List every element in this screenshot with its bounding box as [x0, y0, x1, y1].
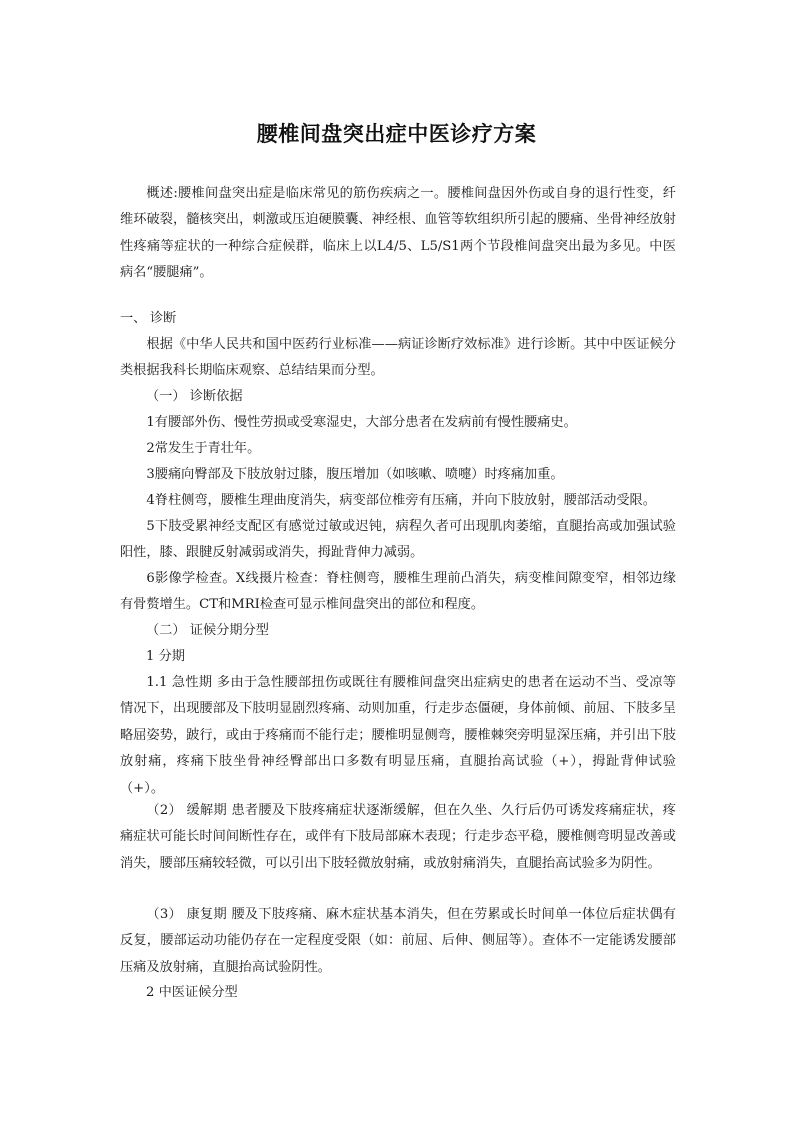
- diagnostic-item-4: 4脊柱侧弯，腰椎生理曲度消失，病变部位椎旁有压痛，并向下肢放射，腰部活动受限。: [146, 493, 656, 508]
- stage-recovery: （3） 康复期 腰及下肢疼痛、麻木症状基本消失，但在劳累或长时间单一体位后症状偶有反复，腰部运动功能仍存在一定程度受限（如：前屈、后伸、侧屈等）。查体不一定能诱发腰部压痛及放射痛，直腿抬高试验阴性。: [120, 907, 676, 975]
- staging-heading: 1 分期: [146, 649, 185, 664]
- section-1-heading: [120, 306, 176, 332]
- syndrome-type-heading: 2 中医证候分型: [146, 985, 238, 1000]
- section-1-intro: 根据《中华人民共和国中医药行业标准——病证诊断疗效标准》进行诊断。其中中医证候分类根据我科长期临床观察、总结结果而分型。: [120, 337, 676, 379]
- section-1-number: 一、: [120, 311, 147, 326]
- diagnostic-item-5: 5下肢受累神经支配区有感觉过敏或迟钝，病程久者可出现肌肉萎缩，直腿抬高或加强试验阳性，膝、跟腱反射减弱或消失，拇趾背伸力减弱。: [120, 519, 676, 561]
- overview-paragraph: 概述:腰椎间盘突出症是临床常见的筋伤疾病之一。腰椎间盘因外伤或自身的退行性变，纤维环破裂，髓核突出，刺激或压迫硬膜囊、神经根、血管等软组织所引起的腰痛、坐骨神经放射性疼痛等症状的一种综合症候群，临床上以L4/5、L5/S1两个节段椎间盘突出最为多见。中医病名“腰腿痛”。: [120, 186, 676, 281]
- stage-acute: 1.1 急性期 多由于急性腰部扭伤或既往有腰椎间盘突出症病史的患者在运动不当、受凉等情况下，出现腰部及下肢明显剧烈疼痛、动则加重，行走步态僵硬，身体前倾、前屈、下肢多呈略屈姿势，跛行，或由于疼痛而不能行走；腰椎明显侧弯，腰椎棘突旁明显深压痛，并引出下肢放射痛，疼痛下肢坐骨神经臀部出口多数有明显压痛，直腿抬高试验（+），拇趾背伸试验（+）。: [120, 675, 676, 796]
- diagnostic-item-1: 1有腰部外伤、慢性劳损或受寒湿史，大部分患者在发病前有慢性腰痛史。: [146, 415, 577, 430]
- subsection-syndrome-staging: （二） 证候分期分型: [146, 623, 269, 638]
- diagnostic-item-3: 3腰痛向臀部及下肢放射过膝，腹压增加（如咳嗽、喷嚏）时疼痛加重。: [146, 467, 564, 482]
- subsection-diagnostic-basis: （一） 诊断依据: [146, 389, 243, 404]
- diagnostic-item-6: 6影像学检查。X线摄片检查：脊柱侧弯，腰椎生理前凸消失，病变椎间隙变窄，相邻边缘有骨赘增生。CT和MRI检查可显示椎间盘突出的部位和程度。: [120, 571, 676, 613]
- stage-remission: （2） 缓解期 患者腰及下肢疼痛症状逐渐缓解，但在久坐、久行后仍可诱发疼痛症状，疼痛症状可能长时间间断性存在，或伴有下肢局部麻木表现；行走步态平稳，腰椎侧弯明显改善或消失，腰部压痛较轻微，可以引出下肢轻微放射痛，或放射痛消失，直腿抬高试验多为阴性。: [120, 803, 676, 871]
- document-title: 腰椎间盘突出症中医诊疗方案: [256, 121, 537, 146]
- section-1-title: 诊断: [150, 311, 177, 326]
- diagnostic-item-2: 2常发生于青壮年。: [146, 441, 261, 456]
